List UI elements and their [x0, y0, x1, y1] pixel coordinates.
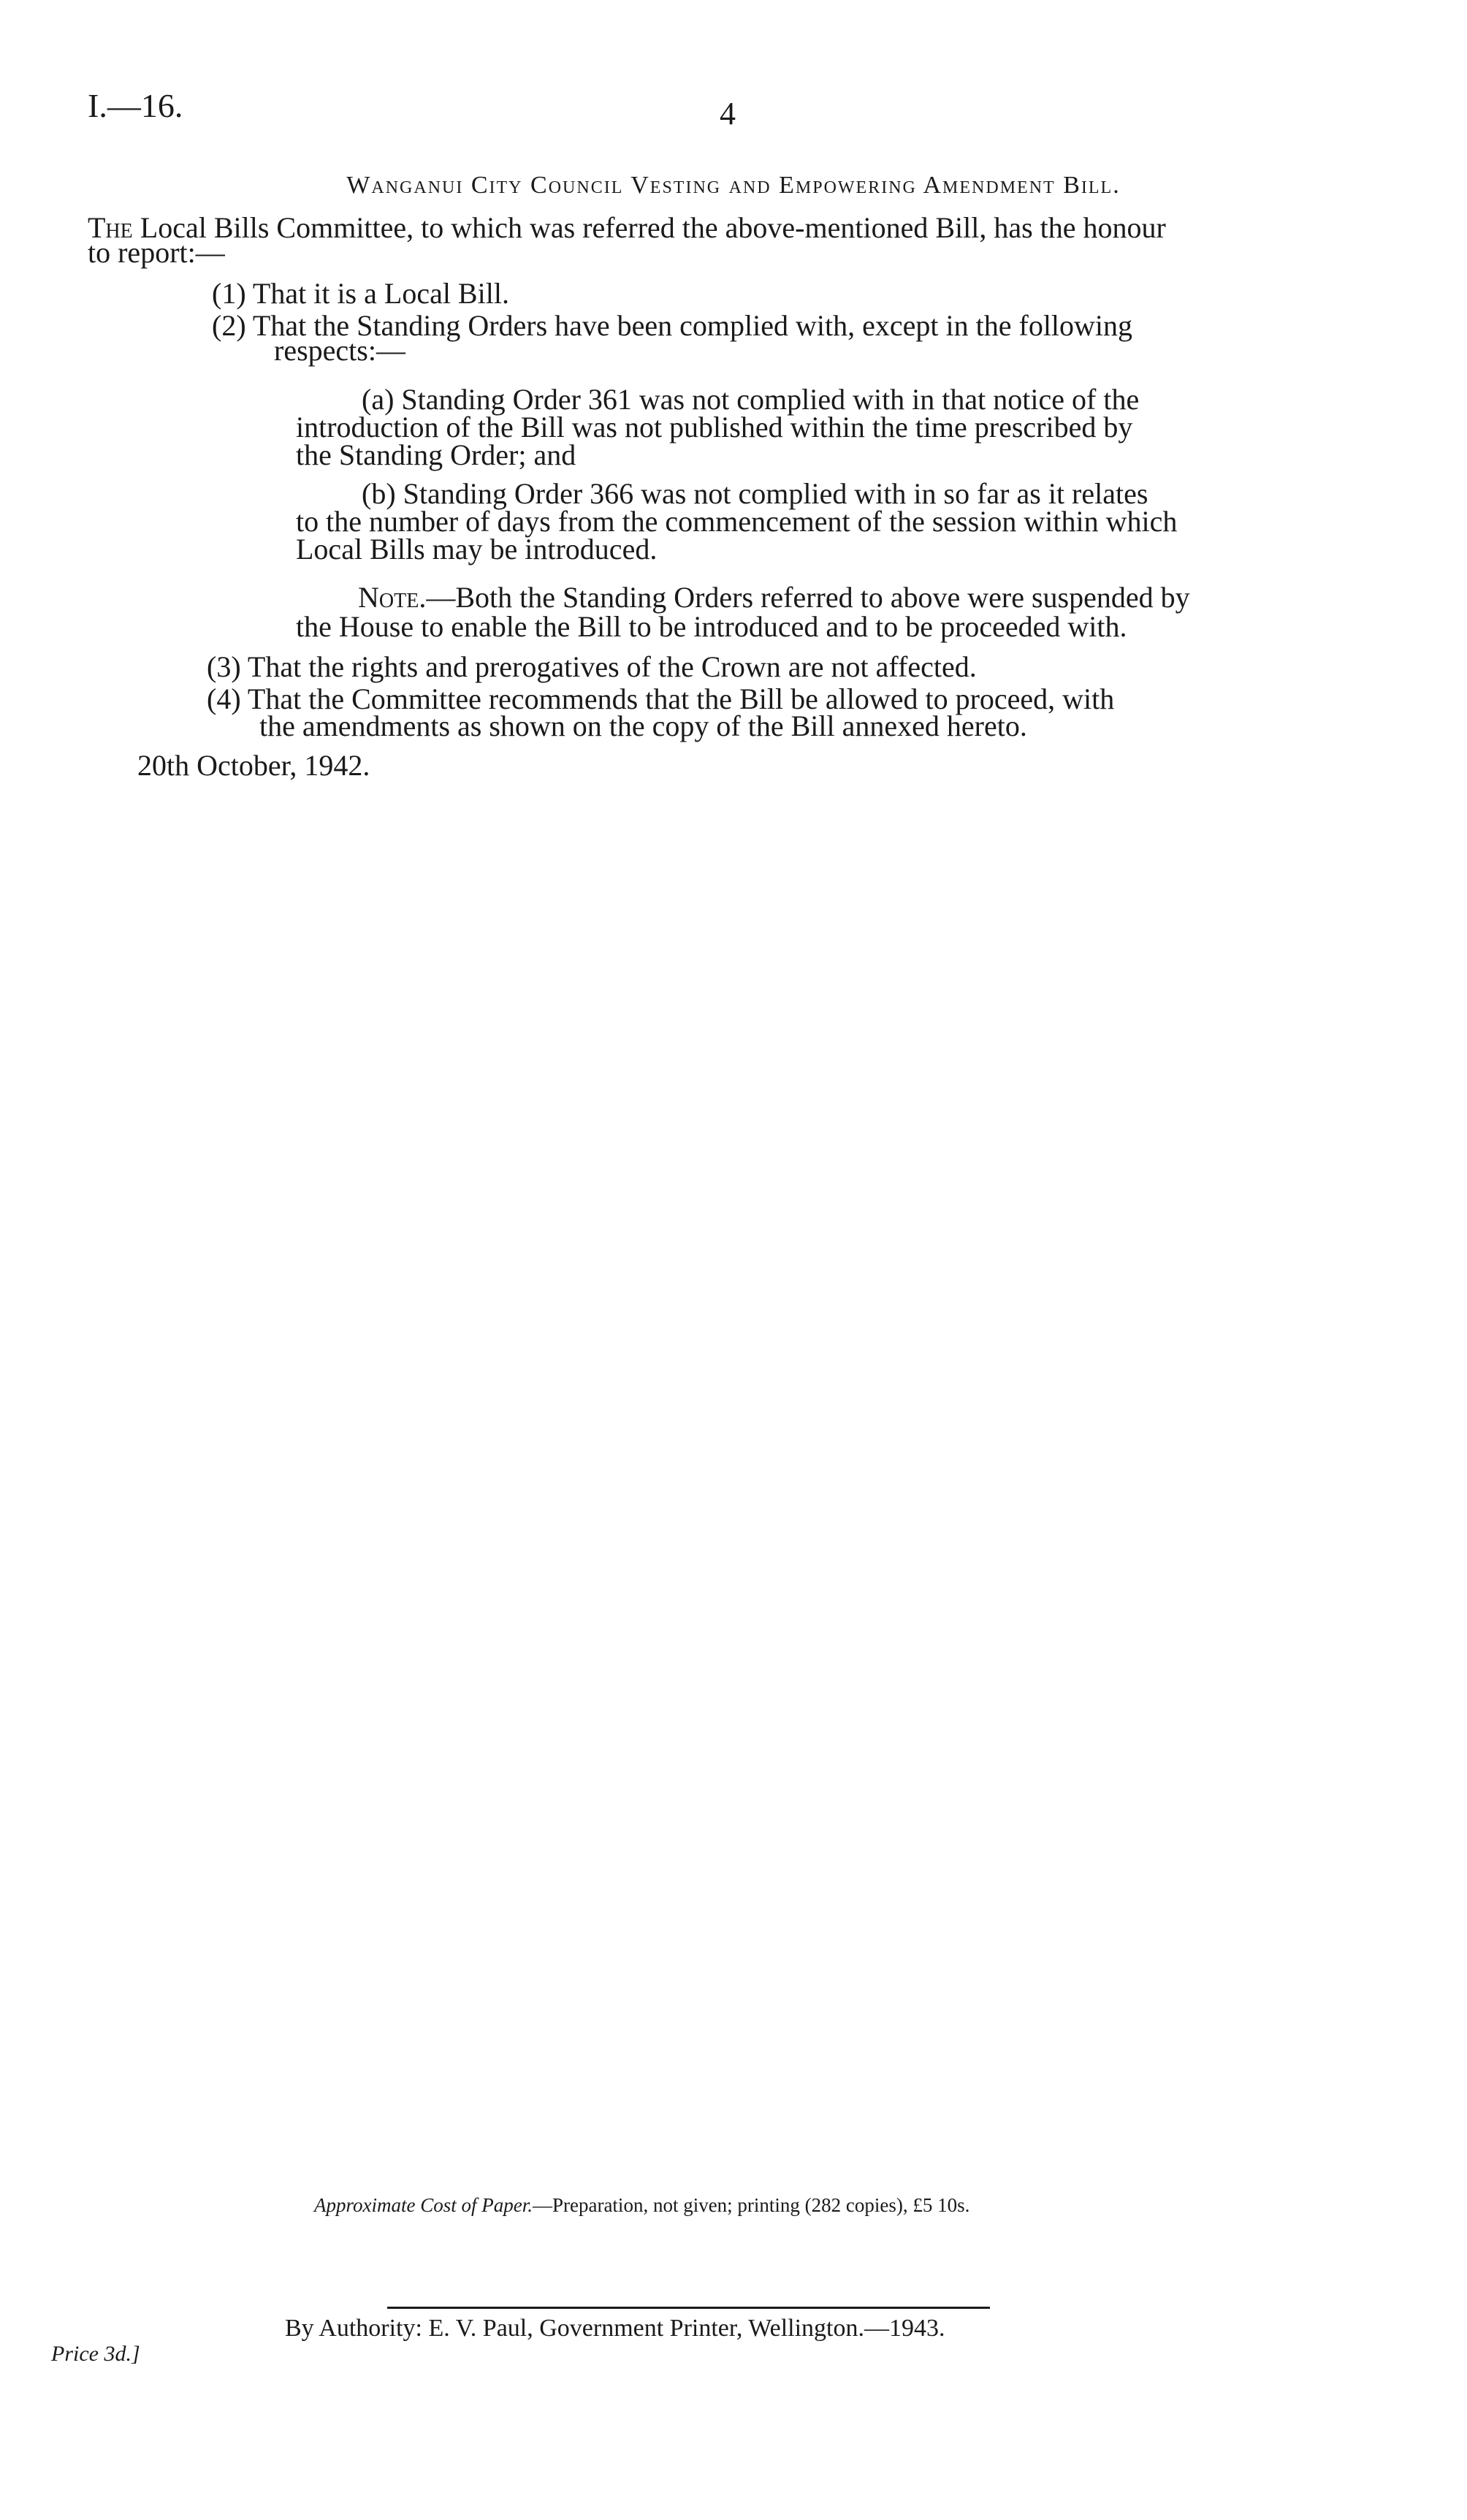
item-1: (1) That it is a Local Bill.	[212, 277, 509, 310]
report-intro-line-2: to report:—	[88, 236, 225, 269]
item-4-line-1: (4) That the Committee recommends that the Bill be allowed to proceed, with	[207, 682, 1115, 715]
sub-item-b-line-3: Local Bills may be introduced.	[296, 533, 658, 566]
page-number: 4	[720, 96, 736, 132]
paper-reference: I.—16.	[88, 87, 183, 124]
footer-rule	[387, 2307, 990, 2309]
report-date: 20th October, 1942.	[137, 749, 370, 782]
sub-item-a-line-2: introduction of the Bill was not published within the time prescribed by	[296, 411, 1133, 444]
item-4-line-2: the amendments as shown on the copy of the Bill annexed hereto.	[259, 709, 1027, 742]
bill-title: Wanganui City Council Vesting and Empowering Amendment Bill.	[346, 172, 1121, 199]
report-intro-line-1	[88, 213, 1166, 243]
cost-label: Approximate Cost of Paper.	[314, 2194, 533, 2216]
cost-text: —Preparation, not given; printing (282 copies), £5 10s.	[532, 2194, 970, 2216]
note-line-2: the House to enable the Bill to be introduced and to be proceeded with.	[296, 610, 1127, 643]
note-line-1	[358, 583, 1190, 612]
report-intro-lead: The	[88, 211, 133, 244]
report-intro-text: Local Bills Committee, to which was referred the above-mentioned Bill, has the honour	[132, 211, 1166, 244]
sub-item-b-line-1: (b) Standing Order 366 was not complied with in so far as it relates	[362, 477, 1148, 510]
item-2-line-1: (2) That the Standing Orders have been complied with, except in the following	[212, 309, 1133, 342]
cost-of-paper	[314, 2194, 969, 2217]
item-3: (3) That the rights and prerogatives of the Crown are not affected.	[207, 650, 977, 683]
price: Price 3d.]	[51, 2342, 140, 2366]
sub-item-a-line-3: the Standing Order; and	[296, 438, 576, 471]
sub-item-b-line-2: to the number of days from the commencement of the session within which	[296, 505, 1178, 538]
note-text: —Both the Standing Orders referred to above were suspended by	[426, 581, 1190, 614]
printer-authority: By Authority: E. V. Paul, Government Printer, Wellington.—1943.	[285, 2315, 945, 2342]
item-2-line-2: respects:—	[274, 334, 405, 367]
note-lead: Note.	[358, 581, 427, 614]
sub-item-a-line-1: (a) Standing Order 361 was not complied with in that notice of the	[362, 383, 1140, 416]
